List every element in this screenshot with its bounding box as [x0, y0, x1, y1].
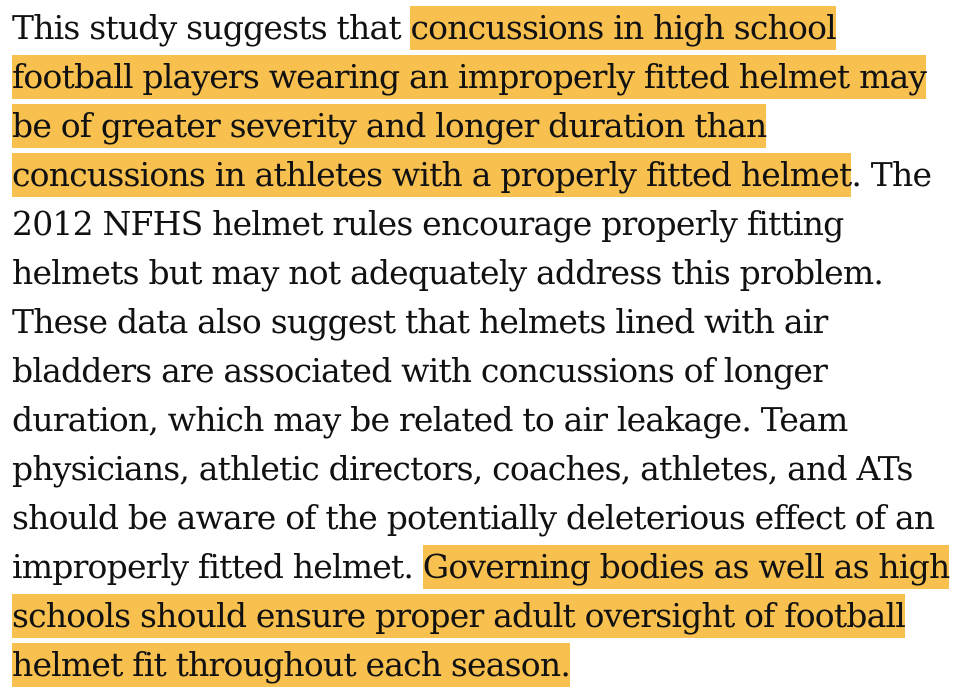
body-paragraph [12, 0, 958, 689]
highlight-recommendation: Governing bodies as well as high schools should ensure proper adult oversight of football helmet fit throughout each season. [12, 545, 949, 687]
highlight-finding: concussions in high school football players wearing an improperly fitted helmet may be of greater severity and longer duration than concussions in athletes with a properly fitted helmet [12, 6, 926, 197]
text-segment-intro: This study suggests that [12, 8, 411, 47]
text-segment-body: . The 2012 NFHS helmet rules encourage properly fitting helmets but may not adequately address this problem. These data also suggest that helmets lined with air bladders are associated with concussions of longer duration, which may be related to air leakage. Team physicians, athletic directors, coaches, athletes, and ATs should be aware of the potentially deleterious effect of an improperly fitted helmet. [12, 155, 935, 586]
